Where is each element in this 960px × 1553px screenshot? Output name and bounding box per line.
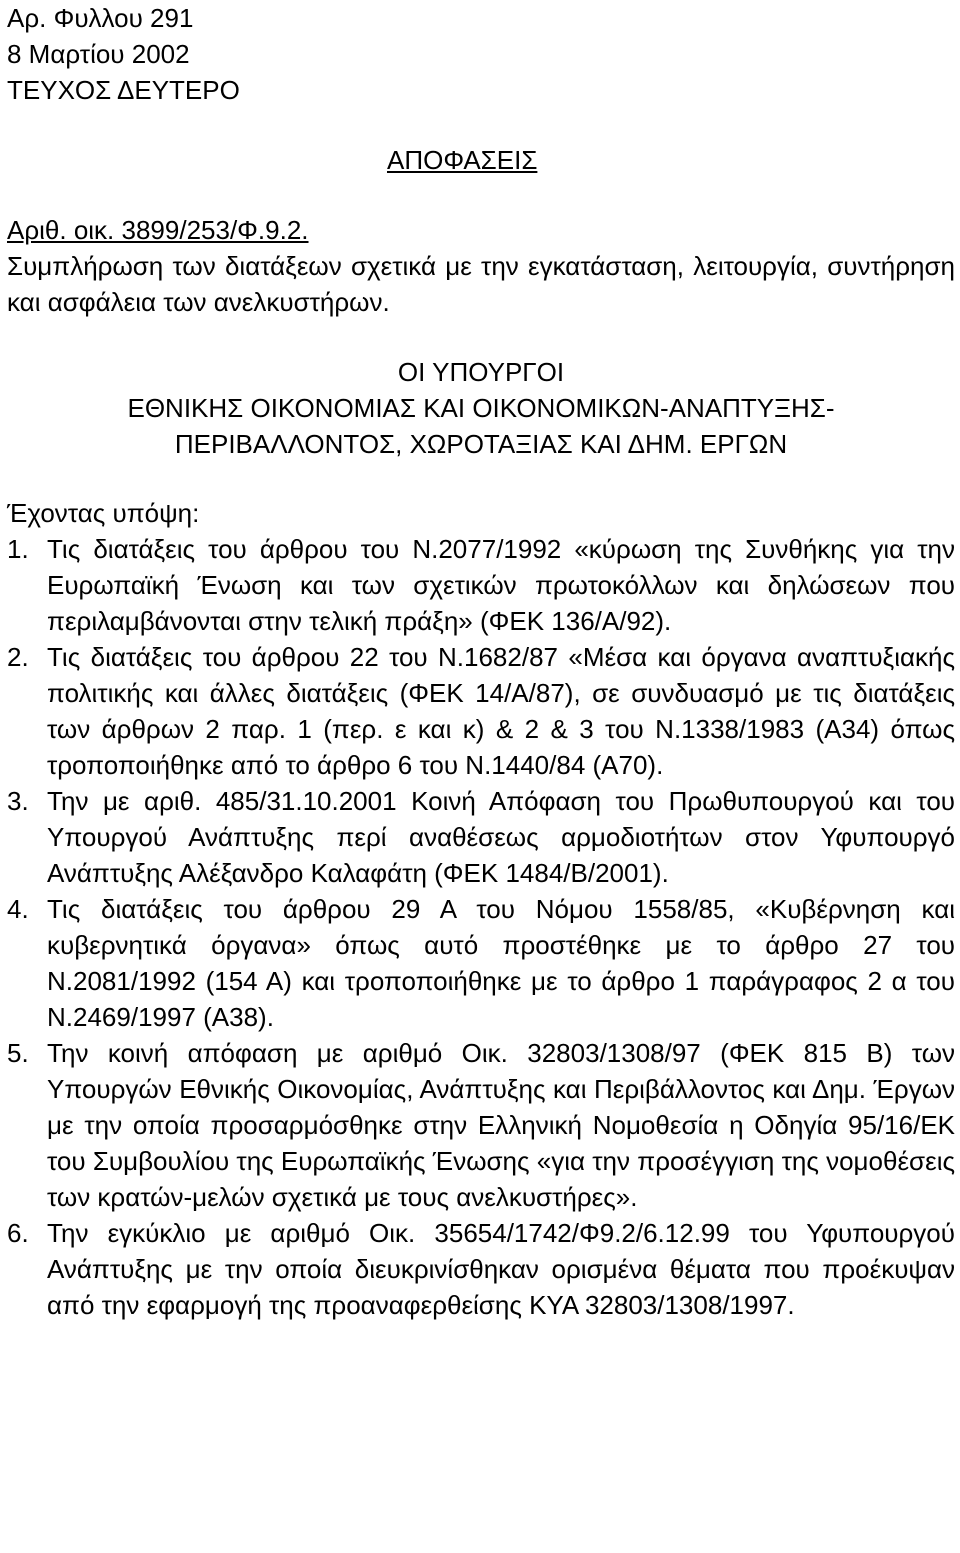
item-text: Την κοινή απόφαση με αριθμό Οικ. 32803/1308/97 (ΦΕΚ 815 Β) των Υπουργών Εθνικής Οικονομίας, Ανάπτυξης και Περιβάλλοντος και Δημ. Έργων με την οποία προσαρμόσθηκε στην Ελληνική Νομοθεσία η Οδηγία 95/16/ΕΚ του Συμβουλίου της Ευρωπαϊκής Ένωσης «για την προσέγγιση της νομοθέσεις των κρατών-μελών σχετικά με τους ανελκυστήρες».	[47, 1038, 955, 1212]
item-number: 3.	[7, 786, 29, 816]
item-text: Την με αριθ. 485/31.10.2001 Κοινή Απόφαση του Πρωθυπουργού και του Υπουργού Ανάπτυξης περί αναθέσεως αρμοδιοτήτων στον Υφυπουργό Ανάπτυξης Αλέξανδρο Καλαφάτη (ΦΕΚ 1484/Β/2001).	[47, 786, 955, 888]
item-text: Τις διατάξεις του άρθρου 29 Α του Νόμου 1558/85, «Κυβέρνηση και κυβερνητικά όργανα» όπως αυτό προστέθηκε με το άρθρο 27 του Ν.2081/1992 (154 Α) και τροποποιήθηκε με το άρθρο 1 παράγραφος 2 α του Ν.2469/1997 (Α38).	[47, 894, 955, 1032]
item-text: Τις διατάξεις του άρθρου 22 του Ν.1682/87 «Μέσα και όργανα αναπτυξιακής πολιτικής και άλλες διατάξεις (ΦΕΚ 14/Α/87), σε συνδυασμό με τις διατάξεις των άρθρων 2 παρ. 1 (περ. ε και κ) & 2 & 3 του Ν.1338/1983 (Α34) όπως τροποποιήθηκε από το άρθρο 6 του Ν.1440/84 (Α70).	[47, 642, 955, 780]
sheet-number: Αρ. Φυλλου 291	[7, 3, 194, 33]
spacer	[7, 108, 955, 142]
list-item	[7, 783, 955, 891]
list-item	[7, 1215, 955, 1323]
item-number: 6.	[7, 1218, 29, 1248]
list-item	[7, 1035, 955, 1215]
item-text: Τις διατάξεις του άρθρου του Ν.2077/1992 «κύρωση της Συνθήκης για την Ευρωπαϊκή Ένωση και των σχετικών πρωτοκόλλων και δηλώσεων που περιλαμβάνονται στην τελική πράξη» (ΦΕΚ 136/Α/92).	[47, 534, 955, 636]
issue-date: 8 Μαρτίου 2002	[7, 39, 190, 69]
decision-subject: Συμπλήρωση των διατάξεων σχετικά με την εγκατάσταση, λειτουργία, συντήρηση και ασφάλεια των ανελκυστήρων.	[7, 251, 955, 317]
decision-reference-number: Αριθ. οικ. 3899/253/Φ.9.2.	[7, 215, 309, 245]
ministers-line: ΟΙ ΥΠΟΥΡΓΟΙ	[397, 357, 565, 387]
ministers-line: ΠΕΡΙΒΑΛΛΟΝΤΟΣ, ΧΩΡΟΤΑΞΙΑΣ ΚΑΙ ΔΗΜ. ΕΡΓΩΝ	[174, 429, 788, 459]
item-number: 2.	[7, 642, 29, 672]
list-item	[7, 891, 955, 1035]
item-number: 4.	[7, 894, 29, 924]
list-item	[7, 639, 955, 783]
document-page	[7, 0, 955, 1323]
section-title: ΑΠΟΦΑΣΕΙΣ	[387, 145, 538, 175]
item-number: 1.	[7, 534, 29, 564]
spacer	[7, 178, 955, 212]
item-number: 5.	[7, 1038, 29, 1068]
item-text: Την εγκύκλιο με αριθμό Οικ. 35654/1742/Φ9.2/6.12.99 του Υφυπουργού Ανάπτυξης με την οποία διευκρινίσθηκαν ορισμένα θέματα που προέκυψαν από την εφαρμογή της προαναφερθείσης ΚΥΑ 32803/1308/1997.	[47, 1218, 955, 1320]
spacer	[7, 462, 955, 495]
list-item	[7, 531, 955, 639]
issue-volume: ΤΕΥΧΟΣ ΔΕΥΤΕΡΟ	[7, 75, 240, 105]
considering-label: Έχοντας υπόψη:	[7, 498, 200, 528]
spacer	[7, 320, 955, 354]
considering-list	[7, 531, 955, 1323]
ministers-line: ΕΘΝΙΚΗΣ ΟΙΚΟΝΟΜΙΑΣ ΚΑΙ ΟΙΚΟΝΟΜΙΚΩΝ-ΑΝΑΠΤΥΞΗΣ-	[127, 393, 835, 423]
ministers-heading	[7, 354, 955, 462]
